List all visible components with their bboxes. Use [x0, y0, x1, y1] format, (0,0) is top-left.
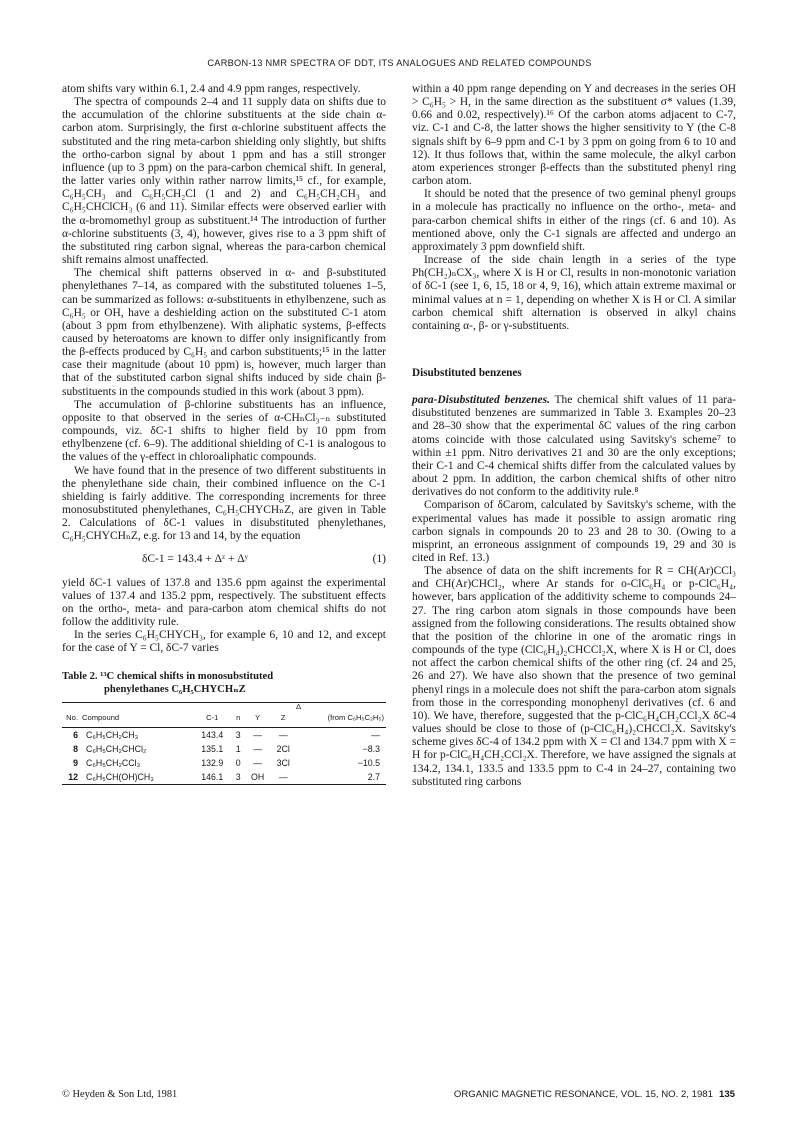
- journal-citation: ORGANIC MAGNETIC RESONANCE, VOL. 15, NO. 2, 1981: [453, 1089, 713, 1100]
- table-cell: —: [278, 729, 288, 740]
- body-paragraph: Increase of the side chain length in a series of the type Ph(CH₂)ₙCX₃, where X is H or Cl, results in non-monotonic variation of δC-1 (see 1, 6, 15, 18 or 4, 9, 16), which attain extreme maximal or minimal values at n = 1, depending on whether X is H or Cl. A similar carbon chemical shift alternation is observed in alkyl chains containing α-, β- or γ-substituents.: [412, 254, 736, 332]
- table-caption: [62, 670, 386, 696]
- body-paragraph: The spectra of compounds 2–4 and 11 supply data on shifts due to the accumulation of the chlorine substituents at the side chain α-carbon atom. Surprisingly, the first α-chlorine substituent affects the substituted and the ring meta-carbon shielding only slightly, but shifts the ortho-carbon signal by about 1 ppm and has a still stronger influence (up to 3 ppm) on the para-carbon chemical shift. In general, the latter varies only within rather narrow limits,¹⁵ cf., for example, C₆H₅CH₃ and C₆H₅CH₂Cl (1 and 2) and C₆H₅CH₂CH₃ and C₆H₅CHClCH₃ (6 and 11). Similar effects were observed earlier with the α-bromomethyl group as substituent.¹⁴ The introduction of further α-chlorine substituents (3, 4), however, gives rise to a 3 ppm shift of the substituted ring carbon signal, whereas the para-carbon chemical shift remains almost unaffected.: [62, 96, 386, 267]
- table-cell: —: [371, 729, 380, 740]
- subsection-runin: para-Disubstituted benzenes.: [412, 394, 550, 407]
- table-cell: −10.5: [357, 757, 380, 768]
- body-paragraph: The chemical shift patterns observed in α- and β-substituted phenylethanes 7–14, as compared with the substituted toluenes 1–5, can be summarized as follows: α-substituents in ethylbenzene, such as C₆H₅ or OH, have a deshielding action on the substituted C-1 atom (about 3 ppm from ethylbenzene). With aliphatic systems, β-effects caused by heteroatoms are known to differ only insignificantly from the β-effects produced by C₆H₅ and carbon substituents;¹⁵ in the latter case their magnitude (about 10 ppm) is, however, much larger than that of the substituted carbon signal shifts induced by side chain β-substituents in the compounds studied in this work (about 3 ppm).: [62, 267, 386, 398]
- body-paragraph: within a 40 ppm range depending on Y and decreases in the series OH > C₆H₅ > H, in the same direction as the substituent σ* values (1.39, 0.66 and 0.02, respectively).¹⁶ Of the carbon atoms adjacent to C-7, viz. C-1 and C-8, the latter shows the higher sensitivity to Y (the C-8 signals shift by 6–9 ppm and C-1 by 3 ppm on going from 6 to 10 and 12). It thus follows that, within the same molecule, the alkyl carbon atom experiences stronger β-effects than the substituted phenyl ring carbon atom.: [412, 83, 736, 188]
- equation-number: (1): [372, 553, 386, 566]
- table-row: [62, 742, 386, 756]
- table-cell: 2Cl: [276, 743, 290, 754]
- running-head: CARBON-13 NMR SPECTRA OF DDT, ITS ANALOGUES AND RELATED COMPOUNDS: [207, 58, 592, 68]
- column-header: n: [232, 710, 245, 728]
- body-paragraph: It should be noted that the presence of two geminal phenyl groups in a molecule has practically no influence on the ortho-, meta- and para-carbon chemical shifts in either of the rings (cf. 6 and 10). As mentioned above, only the C-1 signals are affected and undergo an approximately 3 ppm downfield shift.: [412, 188, 736, 253]
- table-cell: —: [270, 770, 296, 785]
- column-header: C-1: [193, 710, 232, 728]
- equation-body: δC-1 = 143.4 + Δᶻ + Δʸ: [142, 553, 249, 566]
- table-cell: 8: [73, 743, 78, 754]
- table-cell: —: [253, 757, 263, 768]
- table-cell: −8.3: [362, 743, 380, 754]
- table-cell: 9: [73, 757, 78, 768]
- table-row: [62, 756, 386, 770]
- body-paragraph: yield δC-1 values of 137.8 and 135.6 ppm against the experimental values of 137.4 and 135.2 ppm, respectively. The substituent effects on the ortho-, meta- and para-carbon atom chemical shifts do not follow the additivity rule.: [62, 576, 386, 629]
- body-paragraph: [412, 394, 736, 499]
- table-cell: 3Cl: [276, 757, 290, 768]
- body-text: The chemical shift values of 11 para-disubstituted benzenes are summarized in Table 3. Examples 20–23 and 28–30 show that the experimental δC values of the ring carbon atoms coincide with those calculated using Savitsky's scheme⁷ to within ±1 ppm. Nitro derivatives 21 and 30 are the only exceptions; their C-1 and C-4 chemical shifts differ from the calculated values by about 2 ppm. In addition, the carbon chemical shifts of other nitro derivatives do not conform to the additivity rule.⁸: [412, 394, 736, 499]
- column-header: Z: [270, 710, 296, 728]
- section-heading: Disubstituted benzenes: [412, 366, 522, 379]
- table-row: [62, 770, 386, 785]
- body-paragraph: atom shifts vary within 6.1, 2.4 and 4.9 ppm ranges, respectively.: [62, 83, 361, 95]
- table-cell: 146.1: [193, 770, 232, 785]
- table-cell: —: [253, 743, 263, 754]
- table-cell: C₆H₅CH₂CHCl₂: [86, 743, 147, 754]
- page-number: 135: [718, 1089, 735, 1100]
- table-cell: 2.7: [296, 770, 386, 785]
- footer-journal: [454, 1089, 735, 1100]
- column-header: Y: [245, 710, 271, 728]
- table-cell: OH: [245, 770, 271, 785]
- right-column: [412, 83, 736, 789]
- body-paragraph: In the series C₆H₅CHYCH₃, for example 6, 10 and 12, and except for the case of Y = Cl, δC-7 varies: [62, 629, 386, 655]
- body-paragraph: The absence of data on the shift increments for R = CH(Ar)CCl₃ and CH(Ar)CHCl₂, where Ar stands for o-ClC₆H₄ or p-ClC₆H₄, however, bars application of the additivity scheme to compounds 24–27. The ring carbon atom signals in those compounds have been assigned from the following considerations. The results obtained show that the position of the chlorine in one of the aromatic rings in compounds of the type (ClC₆H₄)₂CHCCl₂X, where X is H or Cl, does not affect the carbon chemical shifts of the other ring (cf. 24 and 25, 26 and 27). We have also shown that the presence of two geminal phenyl rings in a molecule does not shift the para-carbon atom signals from those in the corresponding monophenyl derivatives (cf. 6 and 10). We have, therefore, suggested that the p-ClC₆H₄CH₂CCl₂X δC-4 values should be close to those of (p-ClC₆H₄)₂CHCCl₂X. Savitsky's scheme gives δC-4 of 134.2 ppm with X = Cl and 134.7 ppm with X = H for p-ClC₆H₄CH₂CCl₂X. Therefore, we have assigned the signals at 134.2, 134.1, 133.5 and 133.5 ppm to C-4 in 24–27, containing two substituted ring carbons: [412, 565, 736, 788]
- delta-header: Δ: [296, 702, 386, 710]
- table-caption-line: phenylethanes C₆H₅CHYCHₙZ: [104, 683, 246, 695]
- footer-copyright: © Heyden & Son Ltd, 1981: [62, 1089, 178, 1100]
- table-cell: 3: [232, 770, 245, 785]
- table-cell: 143.4: [201, 729, 224, 740]
- table-cell: —: [253, 729, 263, 740]
- table-cell: 12: [62, 770, 80, 785]
- column-header: (from C₆H₅C₂H₅): [296, 710, 386, 728]
- table-row: [62, 727, 386, 742]
- left-column: [62, 83, 386, 785]
- body-paragraph: The accumulation of β-chlorine substituents has an influence, opposite to that observed in the series of α-CHₙCl₃₋ₙ substituted compounds, viz. δC-1 shifts to higher field by 10 ppm from ethylbenzene (cf. 6–9). The additional shielding of C-1 is analogous to the values of the γ-effect in chloroaliphatic compounds.: [62, 398, 386, 464]
- table-caption-line: Table 2. ¹³C chemical shifts in monosubstituted: [62, 670, 274, 682]
- table-cell: 3: [235, 729, 241, 740]
- table-cell: 135.1: [201, 743, 224, 754]
- table-cell: C₆H₅CH(OH)CH₃: [80, 770, 193, 785]
- equation: [62, 553, 386, 566]
- table-cell: C₆H₅CH₂CCl₃: [86, 757, 141, 768]
- data-table: [62, 702, 386, 785]
- body-paragraph: Comparison of δCarom, calculated by Savitsky's scheme, with the experimental values has made it possible to assign aromatic ring carbon signals in compounds 20 to 23 and 28 to 30. (Owing to a misprint, an erroneous assignment of compounds 19, 29 and 30 is cited in Ref. 13.): [412, 499, 736, 564]
- table-cell: 6: [73, 729, 78, 740]
- table-cell: 0: [235, 757, 241, 768]
- column-header: No.: [62, 710, 80, 728]
- column-header: Compound: [80, 710, 193, 728]
- table-cell: 132.9: [201, 757, 224, 768]
- table-cell: C₆H₅CH₂CH₃: [86, 729, 139, 740]
- table-cell: 1: [235, 743, 241, 754]
- body-paragraph: We have found that in the presence of two different substituents in the phenylethane side chain, their combined influence on the C-1 shielding is fairly additive. The corresponding increments for three monosubstituted phenylethanes, C₆H₅CHYCHₙZ, are given in Table 2. Calculations of δC-1 values in disubstituted phenylethanes, C₆H₅CHYCHₙZ, e.g. for 13 and 14, by the equation: [62, 464, 386, 543]
